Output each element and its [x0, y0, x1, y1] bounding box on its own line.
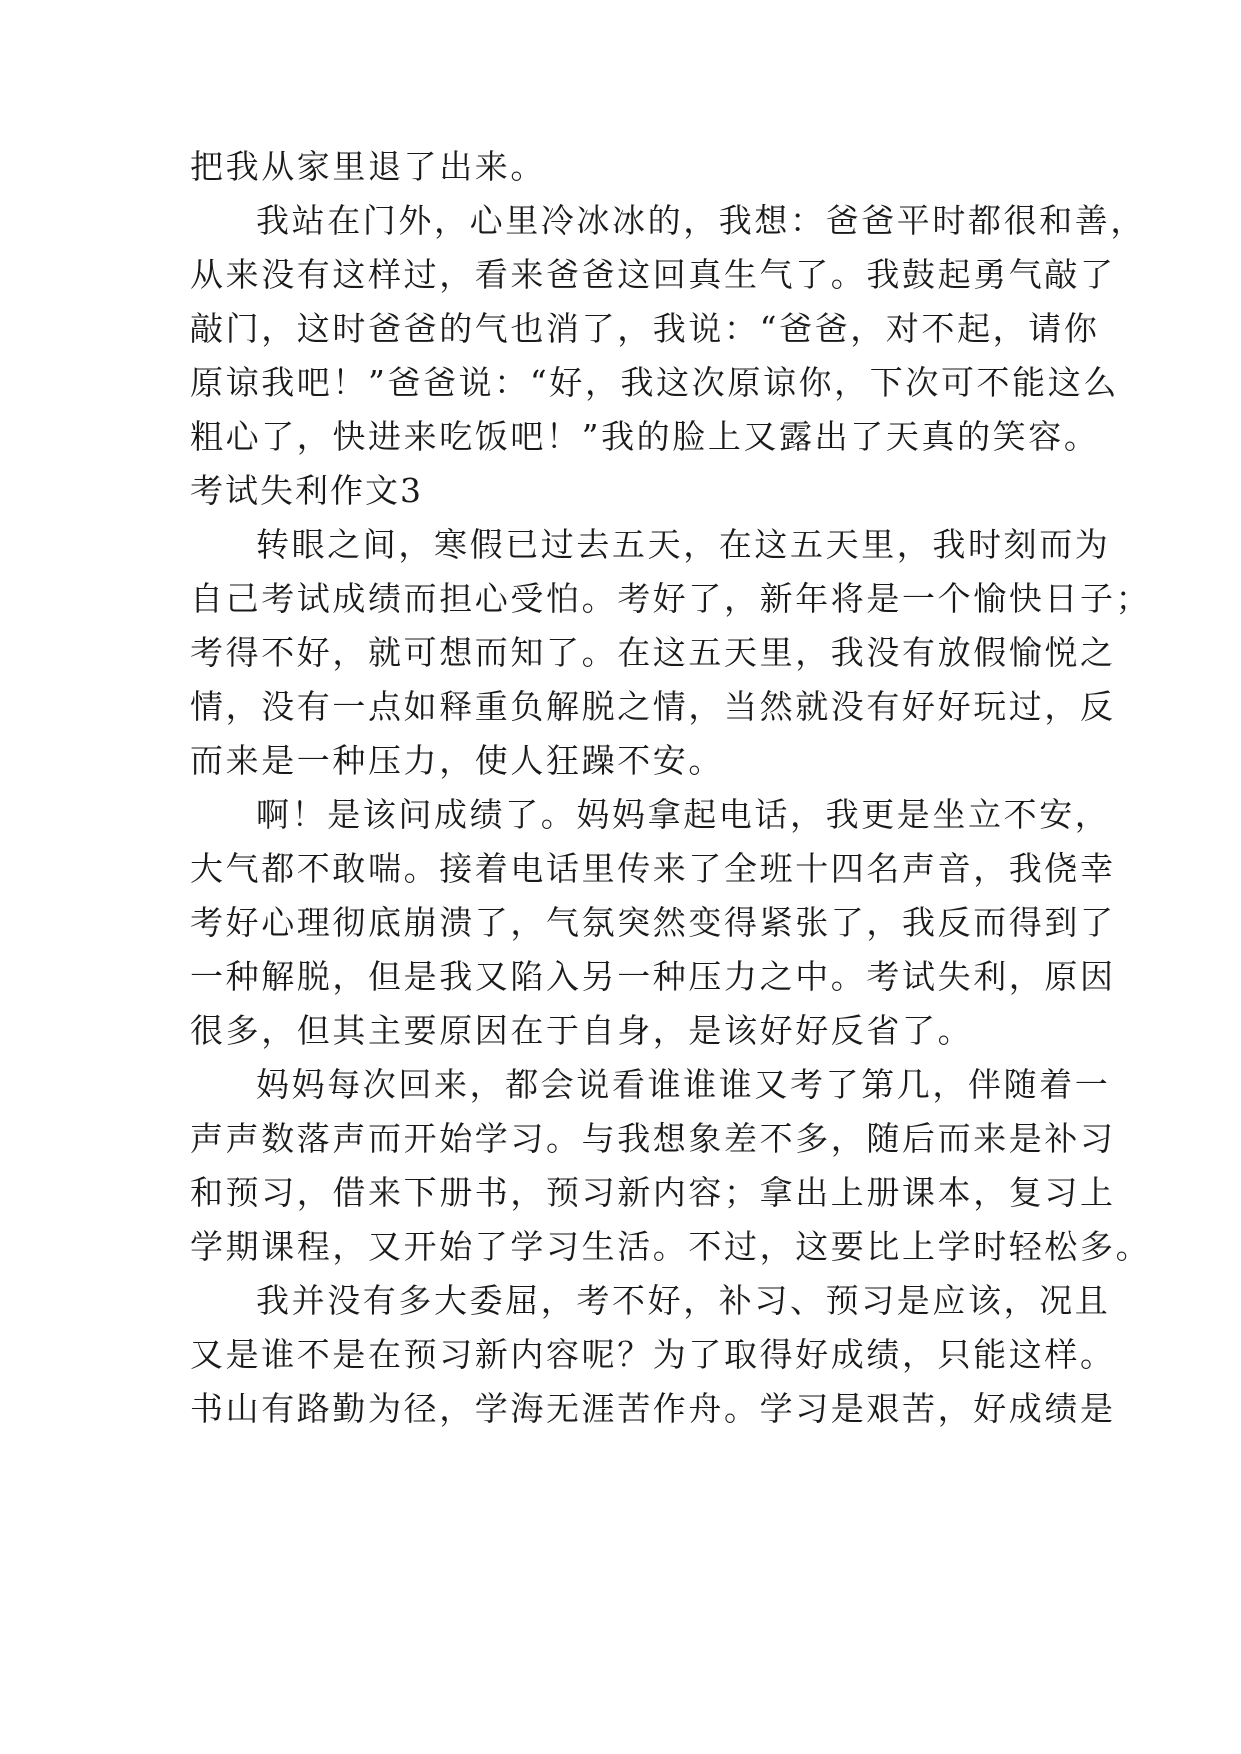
paragraph-start-line: 转眼之间，寒假已过去五天，在这五天里，我时刻而为 — [256, 525, 1111, 564]
text-line: 粗心了，快进来吃饭吧！”我的脸上又露出了天真的笑容。 — [190, 417, 1100, 456]
section-heading: 考试失利作文3 — [190, 471, 423, 510]
paragraph-start-line: 啊！是该问成绩了。妈妈拿起电话，我更是坐立不安， — [256, 795, 1111, 834]
text-line: 自己考试成绩而担心受怕。考好了，新年将是一个愉快日子； — [190, 579, 1152, 618]
text-line: 又是谁不是在预习新内容呢？为了取得好成绩，只能这样。 — [190, 1335, 1116, 1374]
text-line: 很多，但其主要原因在于自身，是该好好反省了。 — [190, 1011, 974, 1050]
text-line: 书山有路勤为径，学海无涯苦作舟。学习是艰苦，好成绩是 — [190, 1389, 1116, 1428]
text-line: 考得不好，就可想而知了。在这五天里，我没有放假愉悦之 — [190, 633, 1116, 672]
text-line: 敲门，这时爸爸的气也消了，我说：“爸爸，对不起，请你 — [190, 309, 1100, 348]
paragraph-start-line: 我并没有多大委屈，考不好，补习、预习是应该，况且 — [256, 1281, 1111, 1320]
text-line: 学期课程，又开始了学习生活。不过，这要比上学时轻松多。 — [190, 1227, 1152, 1266]
text-line: 而来是一种压力，使人狂躁不安。 — [190, 741, 724, 780]
paragraph-start-line: 妈妈每次回来，都会说看谁谁谁又考了第几，伴随着一 — [256, 1065, 1111, 1104]
text-line: 原谅我吧！”爸爸说：“好，我这次原谅你，下次可不能这么 — [190, 363, 1119, 402]
text-line: 一种解脱，但是我又陷入另一种压力之中。考试失利，原因 — [190, 957, 1116, 996]
text-line: 大气都不敢喘。接着电话里传来了全班十四名声音，我侥幸 — [190, 849, 1116, 888]
text-line: 和预习，借来下册书，预习新内容；拿出上册课本，复习上 — [190, 1173, 1116, 1212]
text-line: 情，没有一点如释重负解脱之情，当然就没有好好玩过，反 — [190, 687, 1116, 726]
text-line: 声声数落声而开始学习。与我想象差不多，随后而来是补习 — [190, 1119, 1116, 1158]
paragraph-start-line: 我站在门外，心里冷冰冰的，我想：爸爸平时都很和善， — [256, 201, 1146, 240]
text-line: 考好心理彻底崩溃了，气氛突然变得紧张了，我反而得到了 — [190, 903, 1116, 942]
text-line: 从来没有这样过，看来爸爸这回真生气了。我鼓起勇气敲了 — [190, 255, 1116, 294]
text-line: 把我从家里退了出来。 — [190, 147, 546, 186]
